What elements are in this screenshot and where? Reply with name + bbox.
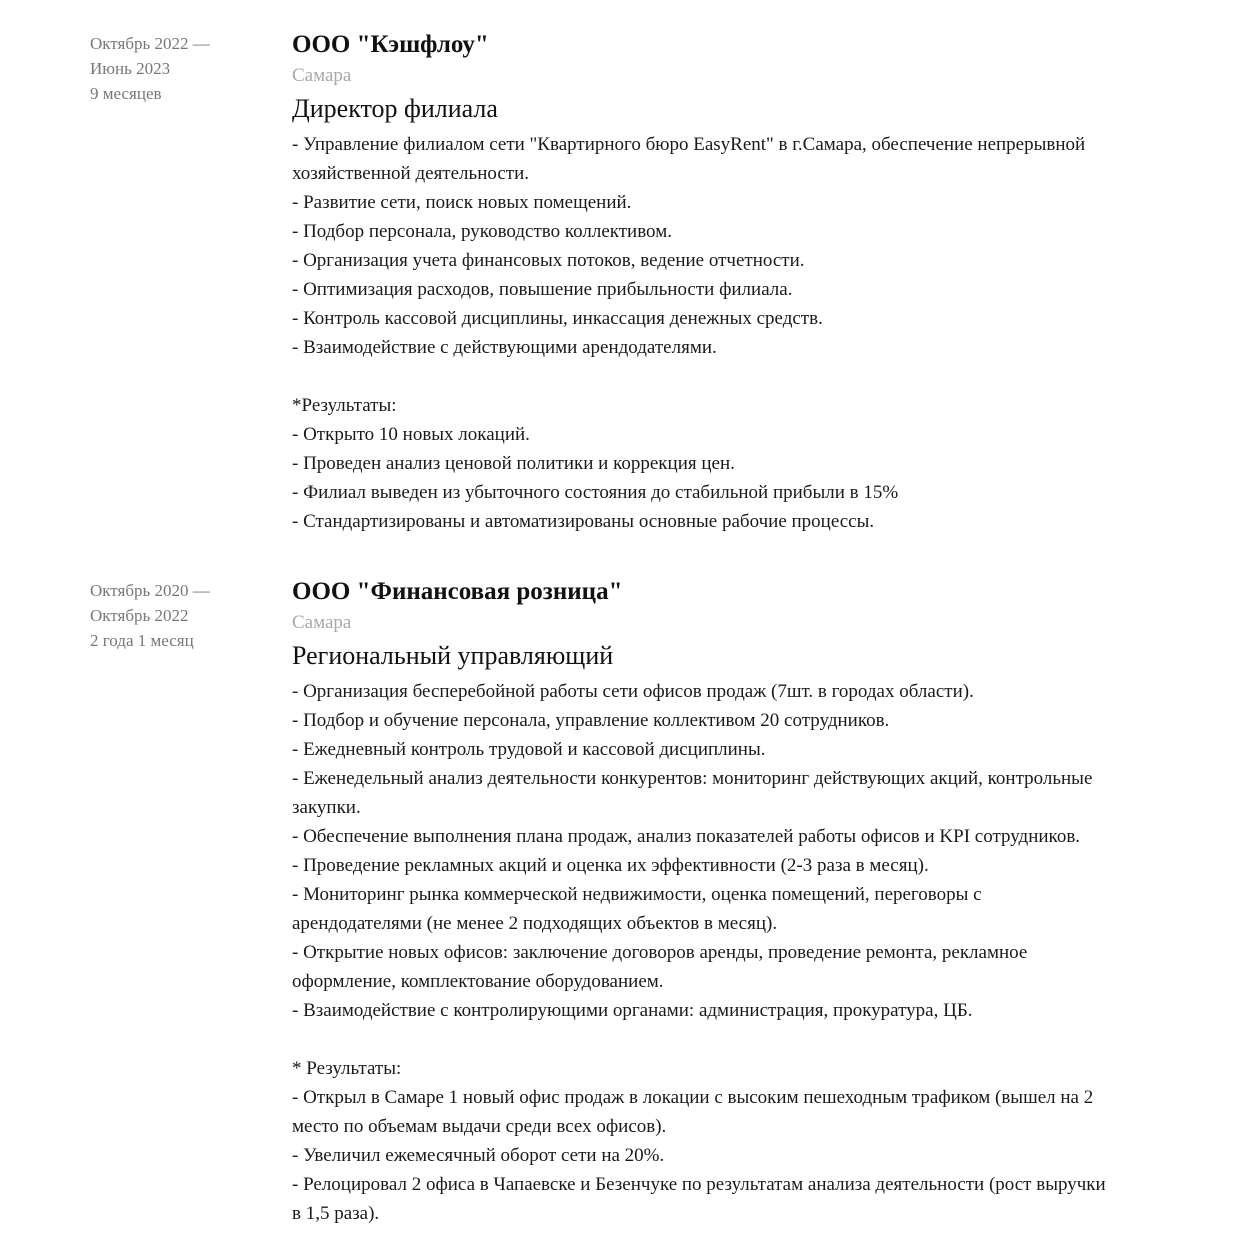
company-city: Самара [292, 65, 352, 86]
duty-line: хозяйственной деятельности. [292, 163, 529, 184]
duty-line: - Проведение рекламных акций и оценка их эффективности (2-3 раза в месяц). [292, 855, 929, 876]
experience-details [292, 575, 1172, 1228]
job-position: Региональный управляющий [292, 641, 614, 670]
result-line: - Открыл в Самаре 1 новый офис продаж в локации с высоким пешеходным трафиком (вышел на 2 [292, 1087, 1094, 1108]
result-line: - Проведен анализ ценовой политики и коррекция цен. [292, 453, 735, 474]
duty-line: - Контроль кассовой дисциплины, инкассация денежных средств. [292, 308, 823, 329]
blank-line [292, 362, 1172, 391]
company-name: ООО "Финансовая розница" [292, 578, 623, 605]
period-duration: 2 года 1 месяц [90, 631, 194, 650]
experience-details [292, 28, 1172, 536]
job-description [292, 130, 1172, 536]
result-line: - Открыто 10 новых локаций. [292, 424, 530, 445]
duty-line: - Взаимодействие с действующими арендодателями. [292, 337, 717, 358]
period-end: Июнь 2023 [90, 59, 171, 78]
duty-line: - Развитие сети, поиск новых помещений. [292, 192, 632, 213]
results-heading: * Результаты: [292, 1058, 402, 1079]
duty-line: - Управление филиалом сети "Квартирного бюро EasyRent" в г.Самара, обеспечение непрерывной [292, 134, 1086, 155]
blank-line [292, 1025, 1172, 1054]
duty-line: оформление, комплектование оборудованием. [292, 971, 664, 992]
duty-line: - Оптимизация расходов, повышение прибыльности филиала. [292, 279, 793, 300]
duty-line: - Взаимодействие с контролирующими органами: администрация, прокуратура, ЦБ. [292, 1000, 973, 1021]
job-description [292, 677, 1172, 1228]
duty-line: - Еженедельный анализ деятельности конкурентов: мониторинг действующих акций, контрольные [292, 768, 1093, 789]
results-heading: *Результаты: [292, 395, 397, 416]
period-end: Октябрь 2022 [90, 606, 189, 625]
period-start: Октябрь 2020 — [90, 581, 210, 600]
duty-line: - Организация учета финансовых потоков, ведение отчетности. [292, 250, 805, 271]
duty-line: - Ежедневный контроль трудовой и кассовой дисциплины. [292, 739, 766, 760]
company-city: Самара [292, 612, 352, 633]
result-line: в 1,5 раза). [292, 1203, 380, 1224]
result-line: место по объемам выдачи среди всех офисов). [292, 1116, 667, 1137]
result-line: - Релоцировал 2 офиса в Чапаевске и Безенчуке по результатам анализа деятельности (рост выручки [292, 1174, 1106, 1195]
result-line: - Филиал выведен из убыточного состояния до стабильной прибыли в 15% [292, 482, 899, 503]
result-line: - Увеличил ежемесячный оборот сети на 20%. [292, 1145, 665, 1166]
job-position: Директор филиала [292, 94, 498, 123]
duty-line: закупки. [292, 797, 361, 818]
duty-line: - Обеспечение выполнения плана продаж, анализ показателей работы офисов и KPI сотрудников. [292, 826, 1081, 847]
duty-line: - Мониторинг рынка коммерческой недвижимости, оценка помещений, переговоры с [292, 884, 982, 905]
experience-period [90, 578, 270, 653]
duty-line: - Открытие новых офисов: заключение договоров аренды, проведение ремонта, рекламное [292, 942, 1028, 963]
duty-line: - Организация бесперебойной работы сети офисов продаж (7шт. в городах области). [292, 681, 974, 702]
result-line: - Стандартизированы и автоматизированы основные рабочие процессы. [292, 511, 875, 532]
period-duration: 9 месяцев [90, 84, 162, 103]
duty-line: - Подбор и обучение персонала, управление коллективом 20 сотрудников. [292, 710, 890, 731]
duty-line: арендодателями (не менее 2 подходящих объектов в месяц). [292, 913, 778, 934]
company-name: ООО "Кэшфлоу" [292, 31, 489, 58]
duty-line: - Подбор персонала, руководство коллективом. [292, 221, 672, 242]
experience-period [90, 31, 270, 106]
period-start: Октябрь 2022 — [90, 34, 210, 53]
